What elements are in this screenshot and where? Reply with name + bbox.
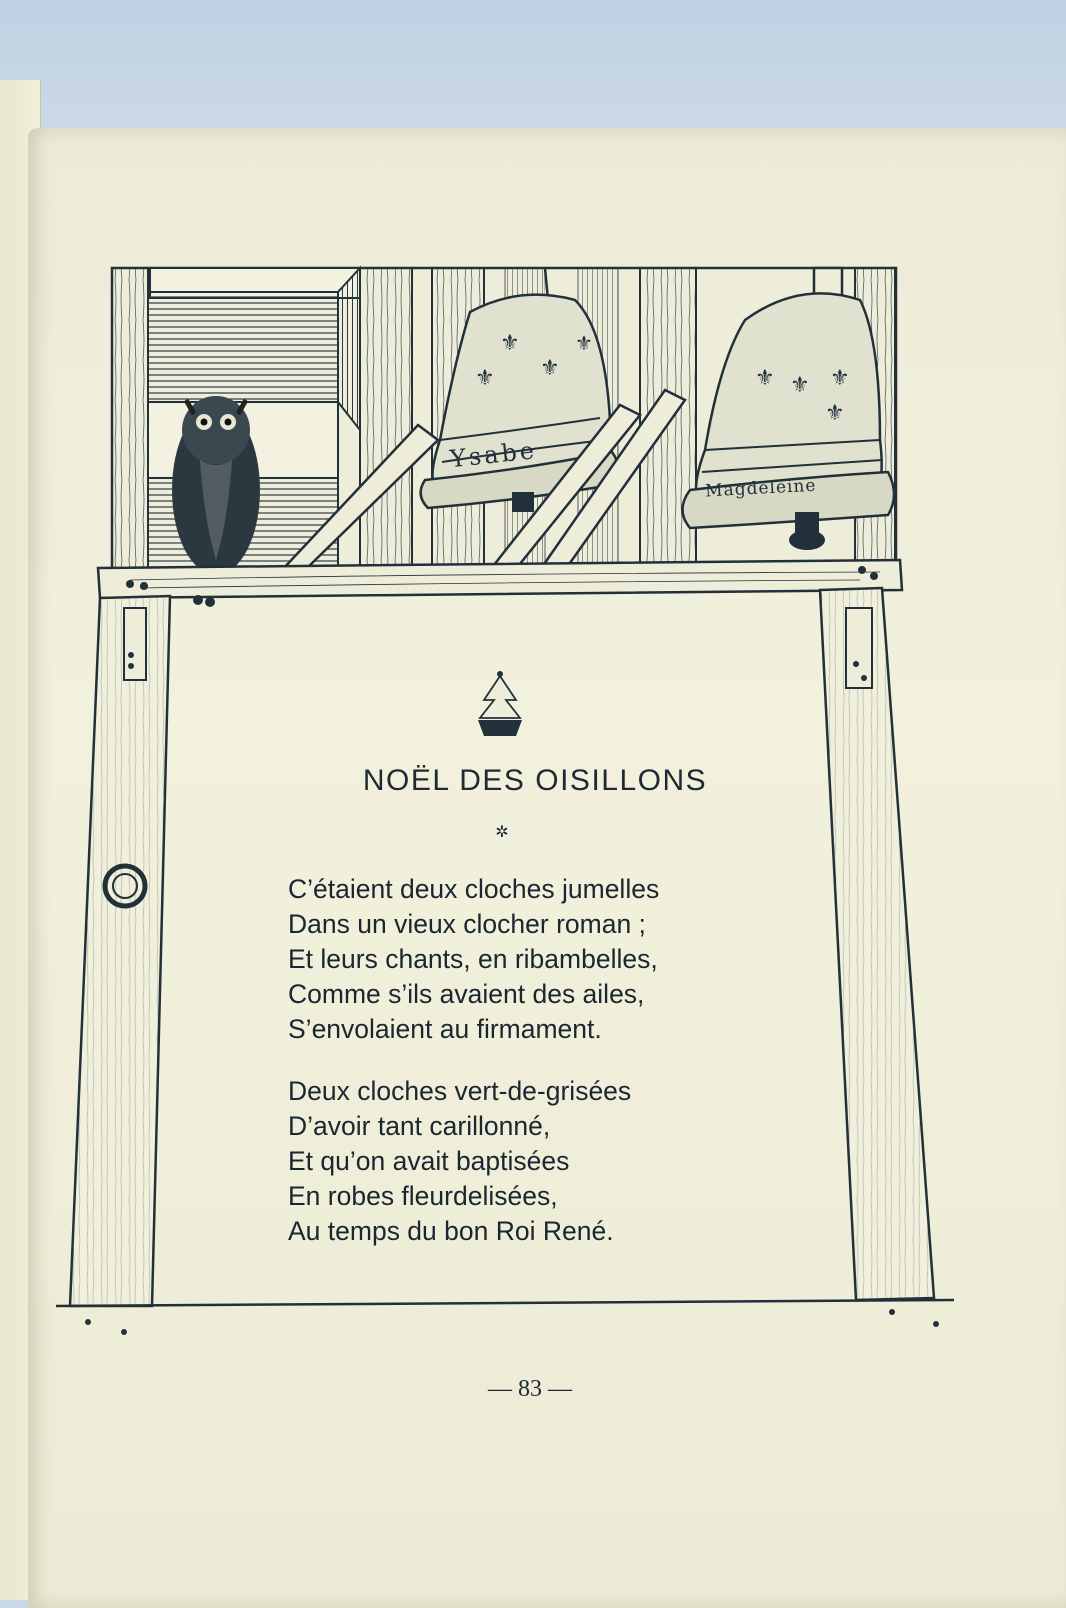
svg-text:⚜: ⚜ bbox=[755, 366, 775, 391]
verse-line: D’avoir tant carillonné, bbox=[288, 1111, 551, 1141]
verse-line: Comme s’ils avaient des ailes, bbox=[288, 979, 645, 1009]
verse-line: Deux cloches vert-de-grisées bbox=[288, 1076, 632, 1106]
verse-line: Au temps du bon Roi René. bbox=[288, 1216, 614, 1246]
svg-text:⚜: ⚜ bbox=[500, 331, 520, 356]
left-bell-inscription: Ysabe bbox=[448, 436, 539, 474]
verse-line: S’envolaient au firmament. bbox=[288, 1014, 602, 1044]
poem-title: NOËL DES OISILLONS bbox=[362, 764, 708, 797]
svg-text:⚜: ⚜ bbox=[575, 331, 593, 355]
svg-text:⚜: ⚜ bbox=[825, 401, 845, 426]
verse-line: Et qu’on avait baptisées bbox=[288, 1146, 570, 1176]
svg-text:⚜: ⚜ bbox=[790, 373, 810, 398]
verse-line: Dans un vieux clocher roman ; bbox=[288, 909, 646, 939]
stanza-1 bbox=[288, 872, 748, 1047]
svg-text:⚜: ⚜ bbox=[475, 366, 495, 391]
page-number: — 83 — bbox=[488, 1376, 572, 1402]
svg-text:⚜: ⚜ bbox=[830, 366, 850, 391]
right-bell-inscription: Magdeleine bbox=[704, 475, 817, 502]
stanza-2 bbox=[288, 1074, 748, 1249]
verse-line: En robes fleurdelisées, bbox=[288, 1181, 558, 1211]
verse-line: Et leurs chants, en ribambelles, bbox=[288, 944, 658, 974]
verse-line: C’étaient deux cloches jumelles bbox=[288, 874, 660, 904]
title-star-ornament-icon: ✲ bbox=[495, 824, 509, 841]
svg-text:⚜: ⚜ bbox=[540, 356, 560, 381]
